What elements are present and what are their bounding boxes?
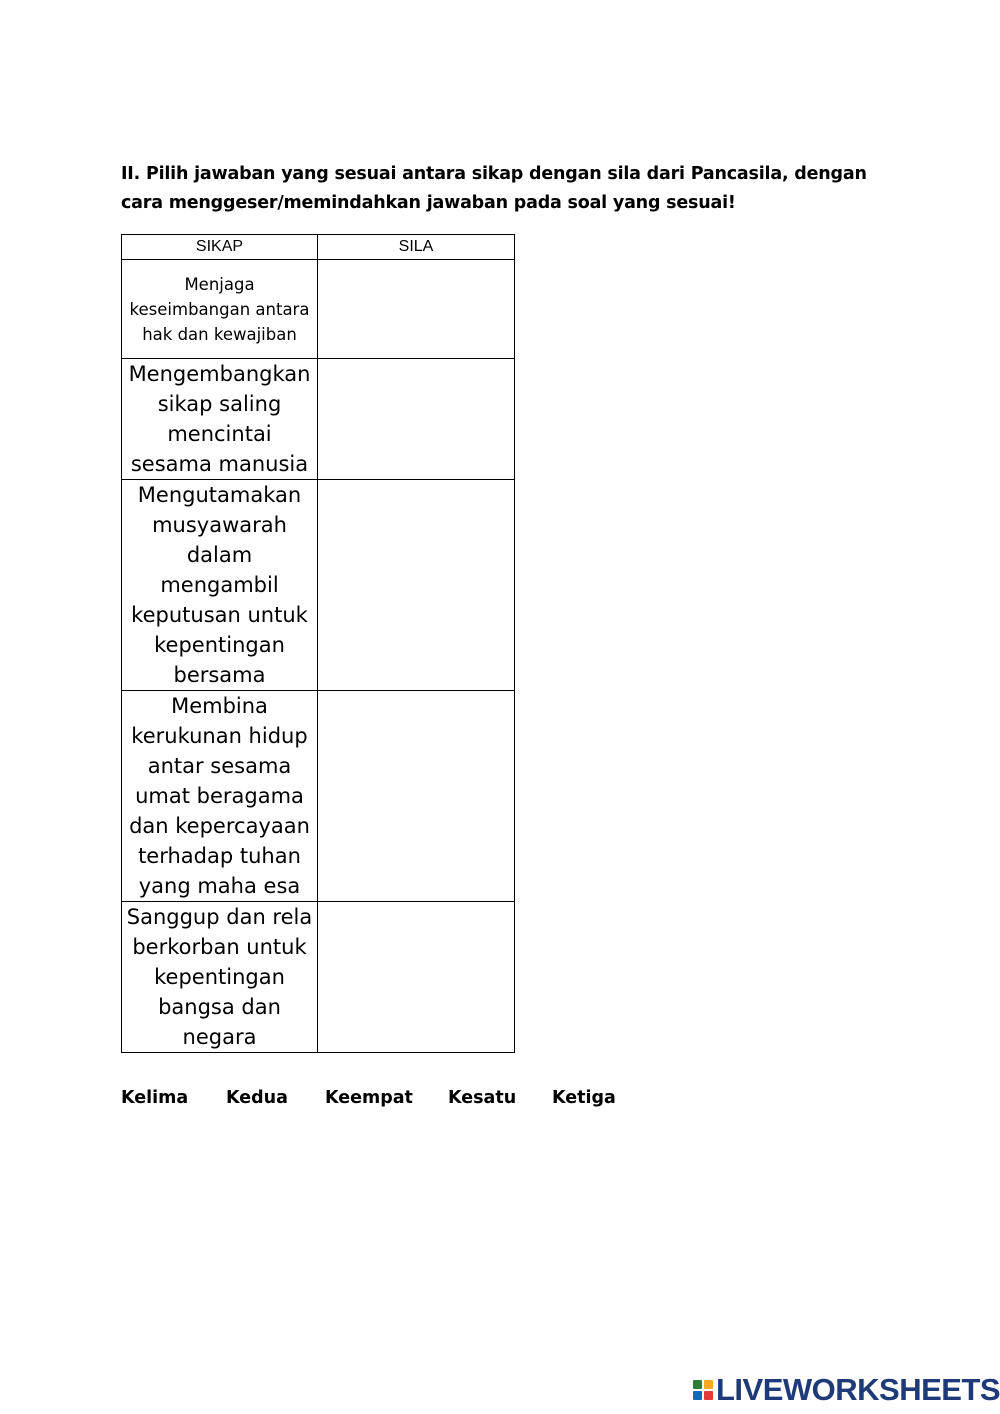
sikap-text: Menjaga keseimbangan antara hak dan kewajiban xyxy=(129,274,310,344)
sikap-text: Mengutamakan musyawarah dalam mengambil keputusan untuk kepentingan bersama xyxy=(131,483,308,687)
logo-square-icon xyxy=(693,1380,702,1389)
header-sikap: SIKAP xyxy=(122,235,318,260)
answer-kesatu[interactable]: Kesatu xyxy=(448,1088,517,1108)
sikap-cell xyxy=(122,359,318,480)
logo-square-icon xyxy=(704,1380,713,1389)
table-row xyxy=(122,359,515,480)
answer-ketiga[interactable]: Ketiga xyxy=(552,1088,616,1108)
sikap-text: Sanggup dan rela berkorban untuk kepentingan bangsa dan negara xyxy=(126,905,313,1049)
sikap-cell xyxy=(122,260,318,359)
sila-drop-zone[interactable] xyxy=(318,359,515,480)
table-row xyxy=(122,902,515,1053)
header-sila: SILA xyxy=(318,235,515,260)
sikap-cell xyxy=(122,691,318,902)
logo-square-icon xyxy=(693,1391,702,1400)
sikap-cell xyxy=(122,902,318,1053)
sila-drop-zone[interactable] xyxy=(318,260,515,359)
sikap-sila-table xyxy=(121,234,515,1053)
instruction-text: II. Pilih jawaban yang sesuai antara sikap dengan sila dari Pancasila, dengan cara menggeser/memindahkan jawaban pada soal yang sesuai! xyxy=(121,164,867,213)
table-row xyxy=(122,260,515,359)
sikap-cell xyxy=(122,480,318,691)
logo-mark-icon xyxy=(693,1380,713,1400)
table-header-row xyxy=(122,235,515,260)
answer-keempat[interactable]: Keempat xyxy=(325,1088,413,1108)
answer-kedua[interactable]: Kedua xyxy=(226,1088,288,1108)
sikap-text: Membina kerukunan hidup antar sesama umat beragama dan kepercayaan terhadap tuhan yang maha esa xyxy=(129,694,310,898)
sikap-text: Mengembangkan sikap saling mencintai sesama manusia xyxy=(128,362,311,476)
liveworksheets-logo xyxy=(693,1374,1000,1406)
logo-text: LIVEWORKSHEETS xyxy=(716,1372,1000,1407)
table-row xyxy=(122,691,515,902)
sila-drop-zone[interactable] xyxy=(318,480,515,691)
answer-kelima[interactable]: Kelima xyxy=(121,1088,189,1108)
sila-drop-zone[interactable] xyxy=(318,902,515,1053)
table-row xyxy=(122,480,515,691)
sila-drop-zone[interactable] xyxy=(318,691,515,902)
logo-square-icon xyxy=(704,1391,713,1400)
